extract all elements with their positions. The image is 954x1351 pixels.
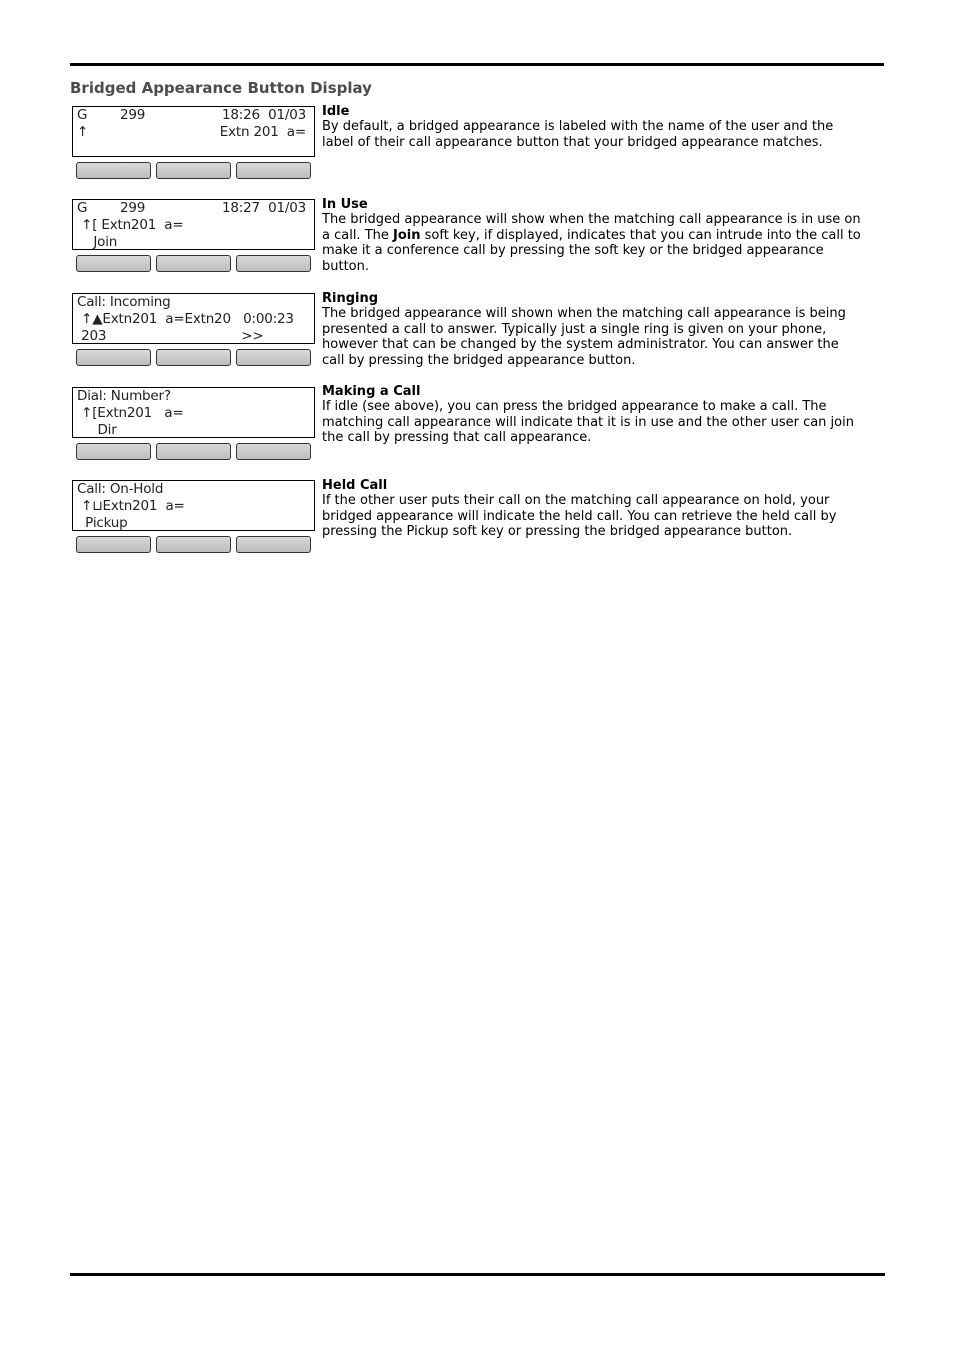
- soft-key-2[interactable]: [156, 349, 231, 366]
- description: [322, 104, 862, 150]
- description: [322, 478, 862, 540]
- description-heading: Making a Call: [322, 384, 421, 399]
- description: [322, 291, 862, 368]
- soft-key-3[interactable]: [236, 255, 311, 272]
- phone-display-row-idle: [72, 106, 862, 196]
- description-heading: In Use: [322, 197, 368, 212]
- soft-key-1[interactable]: [76, 255, 151, 272]
- lcd-line-2: ↑⊔Extn201 a=: [77, 498, 185, 514]
- soft-keys: [76, 349, 314, 367]
- description-text: [322, 119, 862, 150]
- soft-keys: [76, 536, 314, 554]
- lcd-line-1: Call: On-Hold: [77, 481, 164, 497]
- soft-key-1[interactable]: [76, 162, 151, 179]
- description-text: [322, 306, 862, 368]
- description-text: [322, 493, 862, 540]
- soft-key-3[interactable]: [236, 536, 311, 553]
- lcd-line-1-right: 18:27 01/03: [222, 200, 306, 216]
- soft-key-2[interactable]: [156, 443, 231, 460]
- phone-display-row-making-call: [72, 384, 862, 477]
- description-text-a: By default, a bridged appearance is labeled with the name of the user and the label of their call appearance button that your bridged appearance matches.: [322, 119, 834, 150]
- soft-key-2[interactable]: [156, 255, 231, 272]
- phone-display-row-ringing: [72, 293, 862, 383]
- soft-key-1[interactable]: [76, 536, 151, 553]
- soft-key-3[interactable]: [236, 443, 311, 460]
- lcd-line-1: Call: Incoming: [77, 294, 171, 310]
- description-heading: Ringing: [322, 291, 379, 306]
- lcd-line-3: Dir: [77, 422, 117, 438]
- description: [322, 384, 862, 446]
- lcd-line-1: G 299: [77, 107, 146, 123]
- soft-key-1[interactable]: [76, 349, 151, 366]
- lcd-line-1-right: 18:26 01/03: [222, 107, 306, 123]
- lcd-line-2: ↑: [77, 124, 89, 140]
- description-heading: Held Call: [322, 478, 388, 493]
- footer-rule: [70, 1273, 885, 1276]
- lcd-line-1: Dial: Number?: [77, 388, 171, 404]
- description-text-b: soft key, if displayed, indicates that you can intrude into the call to make it a conference call by pressing the soft key or the bridged appearance button.: [322, 227, 861, 274]
- phone-lcd-display: [72, 480, 315, 531]
- description-text: [322, 212, 862, 274]
- section-title: Bridged Appearance Button Display: [70, 79, 372, 97]
- lcd-line-3: Join: [77, 234, 118, 250]
- soft-keys: [76, 255, 314, 273]
- phone-lcd-display: [72, 387, 315, 438]
- lcd-line-2-right: Extn 201 a=: [219, 124, 306, 140]
- lcd-line-2: ↑▲Extn201 a=Extn20 0:00:23: [77, 311, 294, 327]
- soft-keys: [76, 443, 314, 461]
- soft-key-3[interactable]: [236, 162, 311, 179]
- phone-lcd-display: [72, 199, 315, 250]
- soft-key-1[interactable]: [76, 443, 151, 460]
- phone-lcd-display: [72, 106, 315, 157]
- header-rule: [70, 63, 884, 66]
- description-text-a: The bridged appearance will show when the matching call appearance is in use on a call. The: [322, 212, 861, 243]
- soft-key-2[interactable]: [156, 536, 231, 553]
- lcd-line-2: ↑[ Extn201 a=: [77, 217, 184, 233]
- lcd-line-3: 203 >>: [77, 328, 264, 344]
- description-heading: Idle: [322, 104, 350, 119]
- description-text-a: The bridged appearance will shown when the matching call appearance is being presented a call to answer. Typically just a single ring is given on your phone, however that can be changed by the system administrator. You can answer the call by pressing the bridged appearance button.: [322, 306, 846, 368]
- lcd-line-2: ↑[Extn201 a=: [77, 405, 184, 421]
- description-text-a: If idle (see above), you can press the bridged appearance to make a call. The matching call appearance will indicate that it is in use and the other user can join the call by pressing that call appearance.: [322, 399, 854, 445]
- description-text-bold: Join: [393, 227, 421, 243]
- phone-display-row-held-call: [72, 480, 862, 570]
- soft-key-2[interactable]: [156, 162, 231, 179]
- description-text-a: If the other user puts their call on the matching call appearance on hold, your bridged appearance will indicate the held call. You can retrieve the held call by pressing the Pickup soft key or pressing the bridged appearance button.: [322, 493, 837, 539]
- phone-lcd-display: [72, 293, 315, 344]
- description: [322, 197, 862, 274]
- lcd-line-1: G 299: [77, 200, 146, 216]
- phone-display-row-in-use: [72, 199, 862, 289]
- lcd-line-3: Pickup: [77, 515, 128, 531]
- soft-key-3[interactable]: [236, 349, 311, 366]
- soft-keys: [76, 162, 314, 180]
- description-text: [322, 399, 862, 446]
